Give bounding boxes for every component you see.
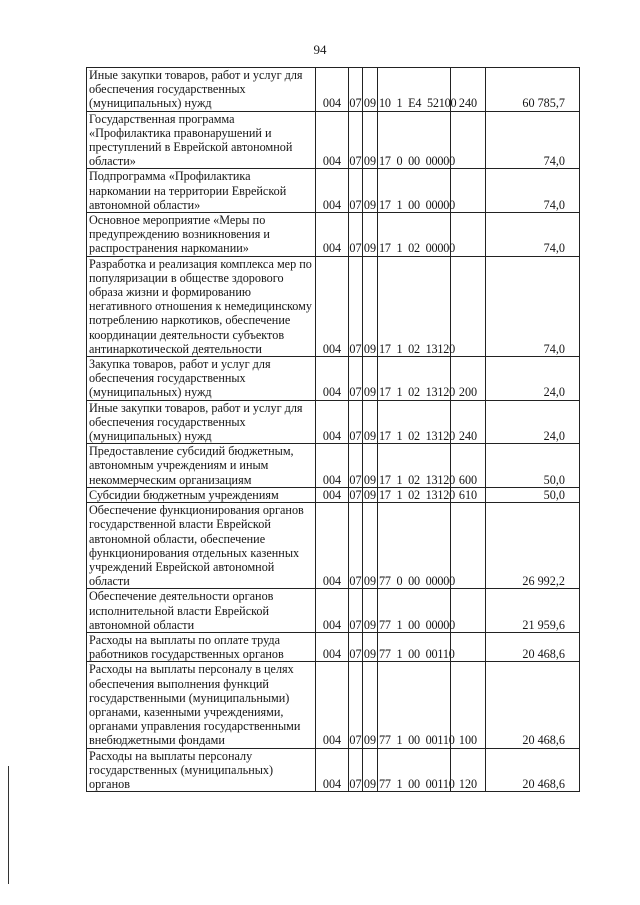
row-name: Закупка товаров, работ и услуг для обеспечения государственных (муниципальных) нужд (87, 357, 316, 401)
amount: 21 959,6 (486, 589, 580, 633)
table-row (87, 111, 580, 169)
section-code: 07 (349, 444, 363, 488)
amount: 20 468,6 (486, 748, 580, 792)
page-number: 94 (313, 42, 327, 57)
table-row (87, 748, 580, 792)
ministry-code: 004 (316, 589, 349, 633)
section-code: 07 (349, 400, 363, 444)
target-article: 10 1 Е4 52100 (378, 68, 451, 112)
table-row (87, 589, 580, 633)
row-name: Расходы на выплаты по оплате труда работников государственных органов (87, 632, 316, 661)
amount: 74,0 (486, 169, 580, 213)
amount: 74,0 (486, 111, 580, 169)
expense-type (451, 256, 486, 356)
ministry-code: 004 (316, 111, 349, 169)
expense-type: 610 (451, 487, 486, 502)
subsection-code: 09 (363, 256, 378, 356)
target-article: 17 0 00 00000 (378, 111, 451, 169)
amount: 20 468,6 (486, 632, 580, 661)
amount: 50,0 (486, 487, 580, 502)
table-row (87, 169, 580, 213)
expense-type: 240 (451, 400, 486, 444)
row-name: Подпрограмма «Профилактика наркомании на территории Еврейской автономной области» (87, 169, 316, 213)
table-row (87, 68, 580, 112)
subsection-code: 09 (363, 111, 378, 169)
target-article: 17 1 02 13120 (379, 487, 456, 502)
subsection-code: 09 (363, 632, 378, 661)
ministry-code: 004 (316, 503, 349, 589)
table-row (87, 444, 580, 488)
ministry-code: 004 (316, 357, 349, 401)
subsection-code: 09 (363, 357, 378, 401)
amount: 24,0 (486, 400, 580, 444)
amount: 74,0 (486, 256, 580, 356)
ministry-code: 004 (316, 68, 349, 112)
section-code: 07 (349, 632, 363, 661)
target-article: 17 1 02 00000 (378, 213, 451, 257)
table-row (87, 632, 580, 661)
amount: 74,0 (486, 213, 580, 257)
expense-type: 240 (451, 68, 486, 112)
expense-type (451, 589, 486, 633)
subsection-code: 09 (363, 213, 378, 257)
subsection-code: 09 (363, 589, 378, 633)
ministry-code: 004 (316, 169, 349, 213)
margin-mark (8, 766, 9, 884)
ministry-code: 004 (316, 662, 349, 748)
row-name: Предоставление субсидий бюджетным, автономным учреждениям и иным некоммерческим организациям (87, 444, 316, 488)
target-article: 77 1 00 00110 (378, 748, 451, 792)
target-article: 77 1 00 00110 (378, 662, 451, 748)
target-article: 77 1 00 00110 (378, 632, 451, 661)
amount: 50,0 (486, 444, 580, 488)
amount: 24,0 (486, 357, 580, 401)
subsection-code: 09 (363, 400, 378, 444)
expense-type (451, 111, 486, 169)
expense-type: 120 (451, 748, 486, 792)
expense-type (451, 169, 486, 213)
subsection-code: 09 (363, 748, 378, 792)
expense-type: 600 (451, 444, 486, 488)
row-name: Субсидии бюджетным учреждениям (87, 487, 316, 502)
subsection-code: 09 (363, 662, 378, 748)
subsection-code: 09 (363, 487, 377, 502)
row-name: Иные закупки товаров, работ и услуг для обеспечения государственных (муниципальных) нужд (87, 68, 316, 112)
section-code: 07 (349, 748, 363, 792)
section-code: 07 (349, 487, 362, 502)
table-row (87, 357, 580, 401)
row-name: Основное мероприятие «Меры по предупреждению возникновения и распространения наркомании» (87, 213, 316, 257)
ministry-code: 004 (316, 400, 349, 444)
table-row (87, 400, 580, 444)
table-row (87, 256, 580, 356)
row-name: Иные закупки товаров, работ и услуг для обеспечения государственных (муниципальных) нужд (87, 400, 316, 444)
ministry-code: 004 (316, 213, 349, 257)
row-name: Расходы на выплаты персоналу государственных (муниципальных) органов (87, 748, 316, 792)
subsection-code: 09 (363, 169, 378, 213)
target-article: 17 1 02 13120 (378, 357, 451, 401)
table-row (87, 487, 580, 502)
ministry-code: 004 (316, 632, 349, 661)
section-code: 07 (349, 111, 363, 169)
target-article: 17 1 00 00000 (378, 169, 451, 213)
section-code: 07 (349, 357, 363, 401)
expense-type: 100 (451, 662, 486, 748)
section-code: 07 (349, 256, 363, 356)
expense-type (451, 503, 486, 589)
ministry-code: 004 (316, 256, 349, 356)
section-code: 07 (349, 169, 363, 213)
section-code: 07 (349, 213, 363, 257)
expense-type: 200 (451, 357, 486, 401)
section-code: 07 (349, 503, 363, 589)
row-name: Разработка и реализация комплекса мер по популяризации в обществе здорового образа жизни и формированию негативного отношения к немедицинскому потреблению наркотиков, обеспечение координации деятельности субъектов антинаркотической деятельности (87, 256, 316, 356)
subsection-code: 09 (363, 444, 378, 488)
table-row (87, 662, 580, 748)
amount: 26 992,2 (486, 503, 580, 589)
target-article: 77 1 00 00000 (378, 589, 451, 633)
expense-type (451, 632, 486, 661)
ministry-code: 004 (316, 487, 349, 502)
target-article: 77 0 00 00000 (378, 503, 451, 589)
table-row (87, 213, 580, 257)
budget-table (86, 67, 580, 792)
target-article: 17 1 02 13120 (378, 400, 451, 444)
row-name: Обеспечение деятельности органов исполнительной власти Еврейской автономной области (87, 589, 316, 633)
target-article: 17 1 02 13120 (378, 256, 451, 356)
subsection-code: 09 (363, 68, 378, 112)
row-name: Расходы на выплаты персоналу в целях обеспечения выполнения функций государственными (муниципальными) органами, казенными учреждениями, органами управления государственными внебюджетными фондами (87, 662, 316, 748)
row-name: Государственная программа «Профилактика правонарушений и преступлений в Еврейской автономной области» (87, 111, 316, 169)
section-code: 07 (349, 662, 363, 748)
ministry-code: 004 (316, 444, 349, 488)
table-row (87, 503, 580, 589)
row-name: Обеспечение функционирования органов государственной власти Еврейской автономной области, обеспечение функционирования отдельных казенных учреждений Еврейской автономной области (87, 503, 316, 589)
ministry-code: 004 (316, 748, 349, 792)
expense-type (451, 213, 486, 257)
section-code: 07 (349, 589, 363, 633)
target-article: 17 1 02 13120 (378, 444, 451, 488)
amount: 20 468,6 (486, 662, 580, 748)
subsection-code: 09 (363, 503, 378, 589)
section-code: 07 (349, 68, 363, 112)
amount: 60 785,7 (486, 68, 580, 112)
